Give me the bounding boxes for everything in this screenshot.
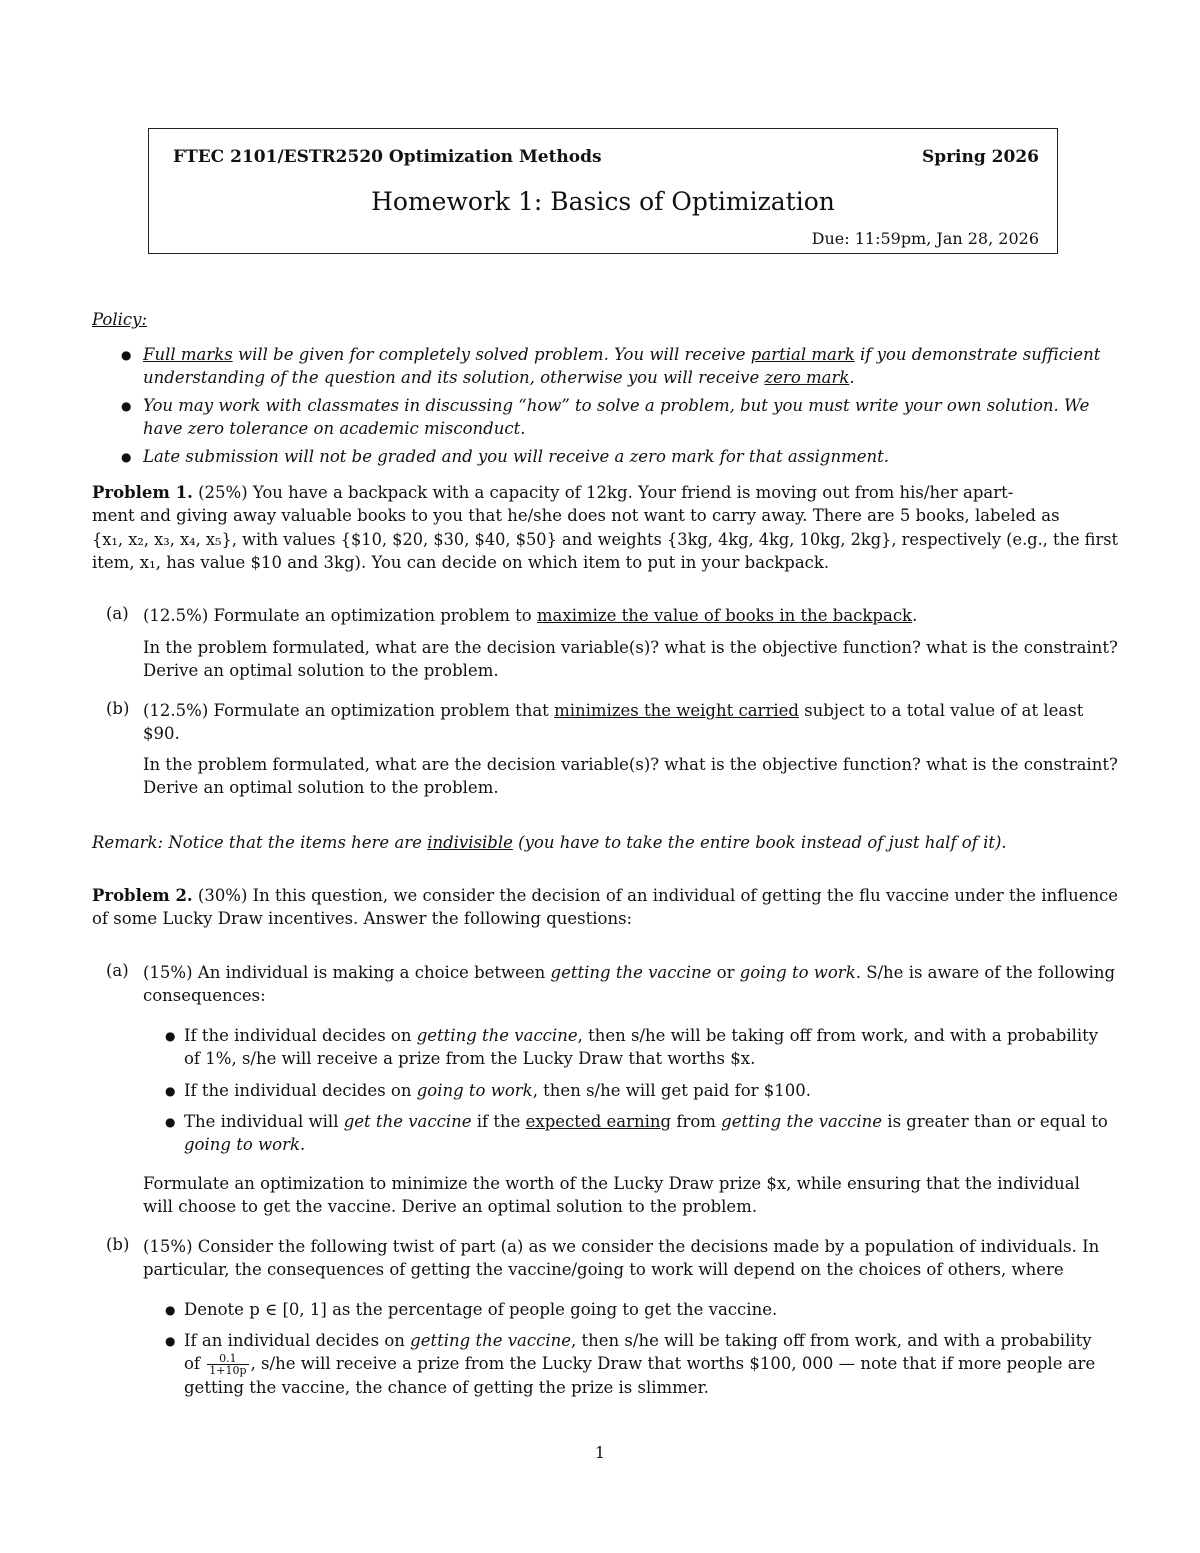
part-label-2b: (b) — [106, 1235, 130, 1254]
problem-2b-bullet-1: Denote p ∈ [0, 1] as the percentage of people going to get the vaccine. — [184, 1300, 778, 1319]
policy-bullet-2-line-2: have zero tolerance on academic misconduct. — [143, 419, 526, 438]
bullet-icon: ● — [121, 399, 132, 413]
problem-1b-line-4: Derive an optimal solution to the problem. — [143, 778, 499, 797]
bullet-icon: ● — [165, 1084, 176, 1098]
header-box — [148, 128, 1058, 254]
bullet-icon: ● — [165, 1303, 176, 1317]
due-date: Due: 11:59pm, Jan 28, 2026 — [811, 229, 1039, 248]
problem-1b-line-1: (12.5%) Formulate an optimization problem that minimizes the weight carried subject to a total value of at least — [143, 701, 1084, 720]
problem-1-line-3: {x₁, x₂, x₃, x₄, x₅}, with values {$10, $20, $30, $40, $50} and weights {3kg, 4kg, 4kg, 10kg, 2kg}, respectively (e.g., the first — [92, 530, 1119, 549]
bullet-icon: ● — [165, 1029, 176, 1043]
policy-bullet-2-line-1: You may work with classmates in discussing “how” to solve a problem, but you must write your own solution. We — [143, 396, 1090, 415]
problem-1a-line-3: Derive an optimal solution to the problem. — [143, 661, 499, 680]
problem-2b-line-2: particular, the consequences of getting the vaccine/going to work will depend on the choices of others, where — [143, 1260, 1064, 1279]
policy-heading: Policy: — [92, 310, 148, 329]
part-label-1a: (a) — [106, 604, 129, 623]
page-number: 1 — [594, 1443, 606, 1462]
problem-2a-bullet-2: If the individual decides on going to work, then s/he will get paid for $100. — [184, 1081, 812, 1100]
problem-2-line-2: of some Lucky Draw incentives. Answer the following questions: — [92, 909, 633, 928]
course-title: FTEC 2101/ESTR2520 Optimization Methods — [173, 147, 602, 167]
policy-bullet-1-line-1: Full marks will be given for completely solved problem. You will receive partial mark if you demonstrate sufficient — [143, 345, 1101, 364]
problem-2b-bullet-2-line-2: of $\frac{0.1}{1+10p}$ , s/he will receive a prize from the Lucky Draw that worths $100, 000 — note that if more people are — [184, 1352, 1096, 1377]
problem-2b-line-1: (15%) Consider the following twist of part (a) as we consider the decisions made by a population of individuals. In — [143, 1237, 1100, 1256]
problem-1a-line-2: In the problem formulated, what are the decision variable(s)? what is the objective function? what is the constraint? — [143, 638, 1118, 657]
homework-title: Homework 1: Basics of Optimization — [371, 187, 835, 216]
policy-bullet-3: Late submission will not be graded and you will receive a zero mark for that assignment. — [143, 447, 890, 466]
term-label: Spring 2026 — [921, 147, 1039, 167]
bullet-icon: ● — [121, 450, 132, 464]
problem-1a-line-1: (12.5%) Formulate an optimization problem to maximize the value of books in the backpack. — [143, 606, 918, 625]
problem-2-line-1: Problem 2. (30%) In this question, we consider the decision of an individual of getting the flu vaccine under the influence — [92, 886, 1119, 905]
problem-2a-formulate-line-2: will choose to get the vaccine. Derive an optimal solution to the problem. — [143, 1197, 758, 1216]
part-label-1b: (b) — [106, 699, 130, 718]
policy-bullet-1-line-2: understanding of the question and its solution, otherwise you will receive zero mark. — [143, 368, 855, 387]
problem-2a-line-1: (15%) An individual is making a choice between getting the vaccine or going to work. S/he is aware of the following — [143, 963, 1116, 982]
problem-2a-bullet-1-line-2: of 1%, s/he will receive a prize from the Lucky Draw that worths $x. — [184, 1049, 756, 1068]
problem-2a-bullet-1-line-1: If the individual decides on getting the vaccine, then s/he will be taking off from work, and with a probability — [184, 1026, 1099, 1045]
problem-2a-line-2: consequences: — [143, 986, 266, 1005]
problem-2b-bullet-2-line-1: If an individual decides on getting the vaccine, then s/he will be taking off from work, and with a probability — [184, 1331, 1092, 1350]
problem-2a-bullet-3-line-2: going to work. — [184, 1135, 306, 1154]
problem-2a-formulate-line-1: Formulate an optimization to minimize the worth of the Lucky Draw prize $x, while ensuring that the individual — [143, 1174, 1080, 1193]
bullet-icon: ● — [165, 1334, 176, 1348]
bullet-icon: ● — [121, 348, 132, 362]
problem-1-line-4: item, x₁, has value $10 and 3kg). You can decide on which item to put in your backpack. — [92, 553, 830, 572]
problem-1-remark: Remark: Notice that the items here are indivisible (you have to take the entire book instead of just half of it). — [92, 833, 1007, 852]
problem-2a-bullet-3-line-1: The individual will get the vaccine if the expected earning from getting the vaccine is greater than or equal to — [184, 1112, 1108, 1131]
problem-2b-bullet-2-line-3: getting the vaccine, the chance of getting the prize is slimmer. — [184, 1378, 709, 1397]
part-label-2a: (a) — [106, 961, 129, 980]
probability-fraction: $\frac{0.1}{1+10p}$ — [209, 1352, 247, 1377]
problem-1b-line-2: $90. — [143, 724, 180, 743]
problem-1-line-2: ment and giving away valuable books to you that he/she does not want to carry away. There are 5 books, labeled as — [92, 506, 1060, 525]
problem-1-line-1: Problem 1. (25%) You have a backpack with a capacity of 12kg. Your friend is moving out from his/her apart- — [92, 483, 1014, 502]
bullet-icon: ● — [165, 1115, 176, 1129]
problem-1b-line-3: In the problem formulated, what are the decision variable(s)? what is the objective function? what is the constraint? — [143, 755, 1118, 774]
